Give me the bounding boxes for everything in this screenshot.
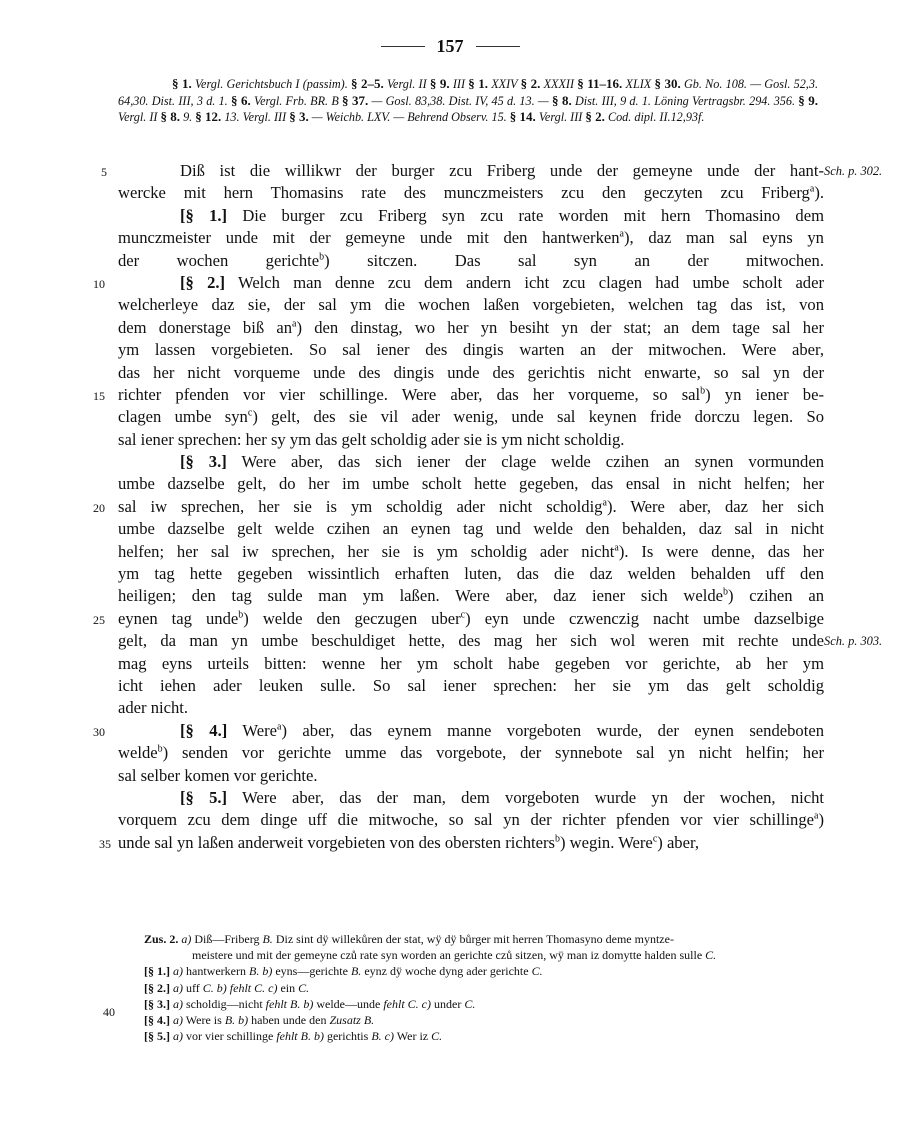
text-line bbox=[118, 430, 824, 452]
text-line bbox=[118, 407, 824, 429]
page-number: 157 bbox=[436, 36, 464, 56]
text-line-content: sal iener sprechen: her sy ym das gelt scholdig ader sie is ym nicht scholdig. bbox=[118, 429, 625, 449]
variant-line: [§ 2.] a) uff C. b) fehlt C. c) ein C. bbox=[144, 980, 310, 995]
text-line-content: Diß ist die willikwr der burger zcu Friberg unde der gemeyne unde der hant- bbox=[180, 161, 824, 180]
text-line bbox=[118, 519, 824, 541]
line-number: 5 bbox=[101, 165, 107, 179]
page-header bbox=[0, 36, 900, 57]
variant-line: [§ 3.] a) scholdig—nicht fehlt B. b) welde—unde fehlt C. c) under C. bbox=[144, 996, 476, 1011]
text-line bbox=[118, 474, 824, 496]
text-line-content: eynen tag unde$^b$) welde den geczugen uber$^c$) eyn unde czwenczig nacht umbe dazselbige bbox=[118, 608, 824, 628]
references-block bbox=[118, 76, 818, 126]
line-number: 10 bbox=[93, 276, 105, 291]
text-line bbox=[118, 564, 824, 586]
text-line bbox=[118, 698, 824, 720]
text-line-content: der wochen gerichte$^b$) sitczen. Das sal syn an der mitwochen. bbox=[118, 250, 824, 270]
footnote-line-number: 40 bbox=[103, 1005, 115, 1019]
text-line-content: icht iehen ader leuken sulle. So sal iener sprechen: her sie ym das gelt scholdig bbox=[118, 675, 824, 695]
text-line-content: [§ 4.] Were$^a$) aber, das eynem manne vorgeboten wurde, der eynen sendeboten bbox=[180, 720, 824, 740]
text-line-content: richter pfenden vor vier schillinge. Were aber, das her vorqueme, so sal$^b$) yn iener be- bbox=[118, 384, 824, 404]
text-line-content: helfen; her sal iw sprechen, her sie is ym scholdig ader nicht$^a$). Is were denne, das her bbox=[118, 541, 824, 561]
text-line-content: umbe dazselbe gelt, do her im umbe scholt hette gegeben, das ensal in nicht helfen; her bbox=[118, 474, 824, 494]
variant-readings bbox=[144, 931, 830, 1044]
line-number: 15 bbox=[93, 388, 105, 403]
text-line bbox=[118, 766, 824, 788]
text-line bbox=[118, 318, 824, 340]
margin-reference: Sch. p. 303. bbox=[824, 634, 883, 649]
text-line-content: clagen umbe syn$^c$) gelt, des sie vil ader wenig, unde sal keynen fride dorczu legen. So bbox=[118, 407, 825, 427]
line-number: 35 bbox=[99, 836, 111, 851]
variant-line: Zus. 2. a) Diß—Friberg B. Diz sint dÿ willekůren der stat, wÿ dÿ bůrger mit herren Thomasyno deme myntze- bbox=[144, 932, 674, 946]
text-line-content: wercke mit hern Thomasins rate des munczmeisters zcu den geczyten zcu Friberg$^a$). bbox=[118, 183, 824, 203]
text-line-content: heiligen; den tag sulde man ym laßen. Were aber, daz iener sich welde$^b$) czihen an bbox=[118, 586, 824, 606]
text-line-content: sal selber komen vor gerichte. bbox=[118, 765, 318, 785]
header-rule-right bbox=[476, 46, 520, 47]
text-line bbox=[118, 363, 824, 385]
text-line bbox=[118, 788, 824, 810]
text-line-content: das her nicht vorqueme unde des dingis unde des gerichtis nicht enwarte, so sal yn der bbox=[118, 362, 824, 382]
text-line-content: welcherleye daz sie, der sal ym die wochen laßen vorgebieten, welchen tag das ist, von bbox=[118, 295, 824, 315]
text-line bbox=[93, 272, 824, 295]
text-line-content: sal iw sprechen, her sie is ym scholdig ader nicht scholdig$^a$). Were aber, daz her sich bbox=[118, 496, 825, 516]
text-line-content: ym lassen vorgebieten. So sal iener des dingis warten an der mitwochen. Were aber, bbox=[118, 340, 824, 360]
text-line-content: [§ 5.] Were aber, das der man, dem vorgeboten wurde yn der wochen, nicht bbox=[180, 787, 824, 807]
text-line bbox=[93, 384, 824, 407]
text-line-content: unde sal yn laßen anderweit vorgebieten von des obersten richters$^b$) wegin. Were$^c$) aber, bbox=[118, 832, 699, 852]
text-line bbox=[118, 676, 824, 698]
text-line bbox=[118, 654, 824, 676]
text-line-content: vorquem zcu dem dinge uff die mitwoche, so sal yn der richter pfenden vor vier schillinge$^a$) bbox=[118, 810, 824, 830]
margin-reference: Sch. p. 302. bbox=[824, 164, 883, 178]
text-line bbox=[93, 496, 825, 519]
variant-line: [§ 5.] a) vor vier schillinge fehlt B. b) gerichtis B. c) Wer iz C. bbox=[144, 1029, 443, 1044]
text-line bbox=[118, 542, 824, 564]
text-line-content: gelt, da man yn umbe beschuldiget hette, des mag her sich wol weren mit rechte unde bbox=[118, 631, 824, 651]
text-line bbox=[93, 608, 824, 631]
references-text: § 1. Vergl. Gerichtsbuch I (passim). § 2–5. Vergl. II § 9. III § 1. XXIV § 2. XXXII § 11–16. XLIX § 30. Gb. No. 108. — Gosl. 52,3. 64,30. Dist. III, 3 d. 1. § 6. Vergl. Frb. BR. B § 37. — Gosl. 83,38. Dist. IV, 45 d. 13. — § 8. Dist. III, 9 d. 1. Löning Vertragsbr. 294. 356. § 9. Vergl. II § 8. 9. § 12. 13. Vergl. III § 3. — Weichb. LXV. — Behrend Observ. 15. § 14. Vergl. III § 2. Cod. dipl. II.12,93f. bbox=[118, 76, 819, 125]
variant-line: [§ 4.] a) Were is B. b) haben unde den Zusatz B. bbox=[144, 1013, 375, 1028]
text-line-content: dem donerstage biß $an^a$) den dinstag, wo her yn besiht yn der stat; an dem tage sal her bbox=[118, 317, 824, 337]
text-line bbox=[118, 228, 824, 250]
line-number: 30 bbox=[93, 724, 105, 739]
line-number: 25 bbox=[93, 612, 105, 627]
text-line bbox=[118, 631, 883, 653]
text-line bbox=[118, 586, 824, 608]
text-line-content: munczmeister unde mit der gemeyne unde mit den hantwerken$^a$), daz man sal eyns yn bbox=[118, 228, 824, 248]
main-text bbox=[93, 161, 883, 855]
text-line-content: ym tag hette gegeben wissintlich erhaften luten, das die daz welden behalden uff den bbox=[118, 564, 824, 584]
text-line-content: [§ 1.] Die burger zcu Friberg syn zcu rate worden mit hern Thomasino dem bbox=[180, 205, 824, 225]
text-line bbox=[118, 295, 824, 317]
variant-line: meistere und mit der gemeyne czů rate syn worden an gerichte czů sitzen, wÿ man iz domytte halden sulle C. bbox=[192, 948, 717, 963]
line-number: 20 bbox=[93, 500, 105, 515]
text-line bbox=[118, 251, 824, 273]
text-line bbox=[101, 161, 883, 183]
header-rule-left bbox=[381, 46, 425, 47]
text-line bbox=[93, 720, 824, 743]
text-line bbox=[118, 206, 824, 228]
text-line-content: mag eyns urteils bitten: wenne her ym scholt habe gegeben vor gerichte, ab her ym bbox=[118, 653, 824, 673]
text-line-content: welde$^b$) senden vor gerichte umme das vorgebote, der synnebote sal yn nicht helfin; her bbox=[118, 743, 824, 763]
text-line bbox=[118, 452, 824, 474]
text-line bbox=[118, 743, 824, 765]
text-line bbox=[118, 183, 824, 205]
variant-line: [§ 1.] a) hantwerkern B. b) eyns—gerichte B. eynz dÿ woche dyng ader gerichte C. bbox=[144, 964, 543, 979]
text-line-content: [§ 3.] Were aber, das sich iener der clage welde czihen an synen vormunden bbox=[180, 452, 824, 472]
text-line bbox=[118, 340, 824, 362]
text-line-content: umbe dazselbe gelt welde czihen an eynen tag und welde den behalden, daz sal in nicht bbox=[118, 519, 824, 539]
text-line-content: ader nicht. bbox=[118, 698, 189, 718]
text-line-content: [§ 2.] Welch man denne zcu dem andern icht zcu clagen had umbe scholt ader bbox=[180, 272, 824, 292]
text-line bbox=[99, 832, 824, 855]
text-line bbox=[118, 810, 824, 832]
